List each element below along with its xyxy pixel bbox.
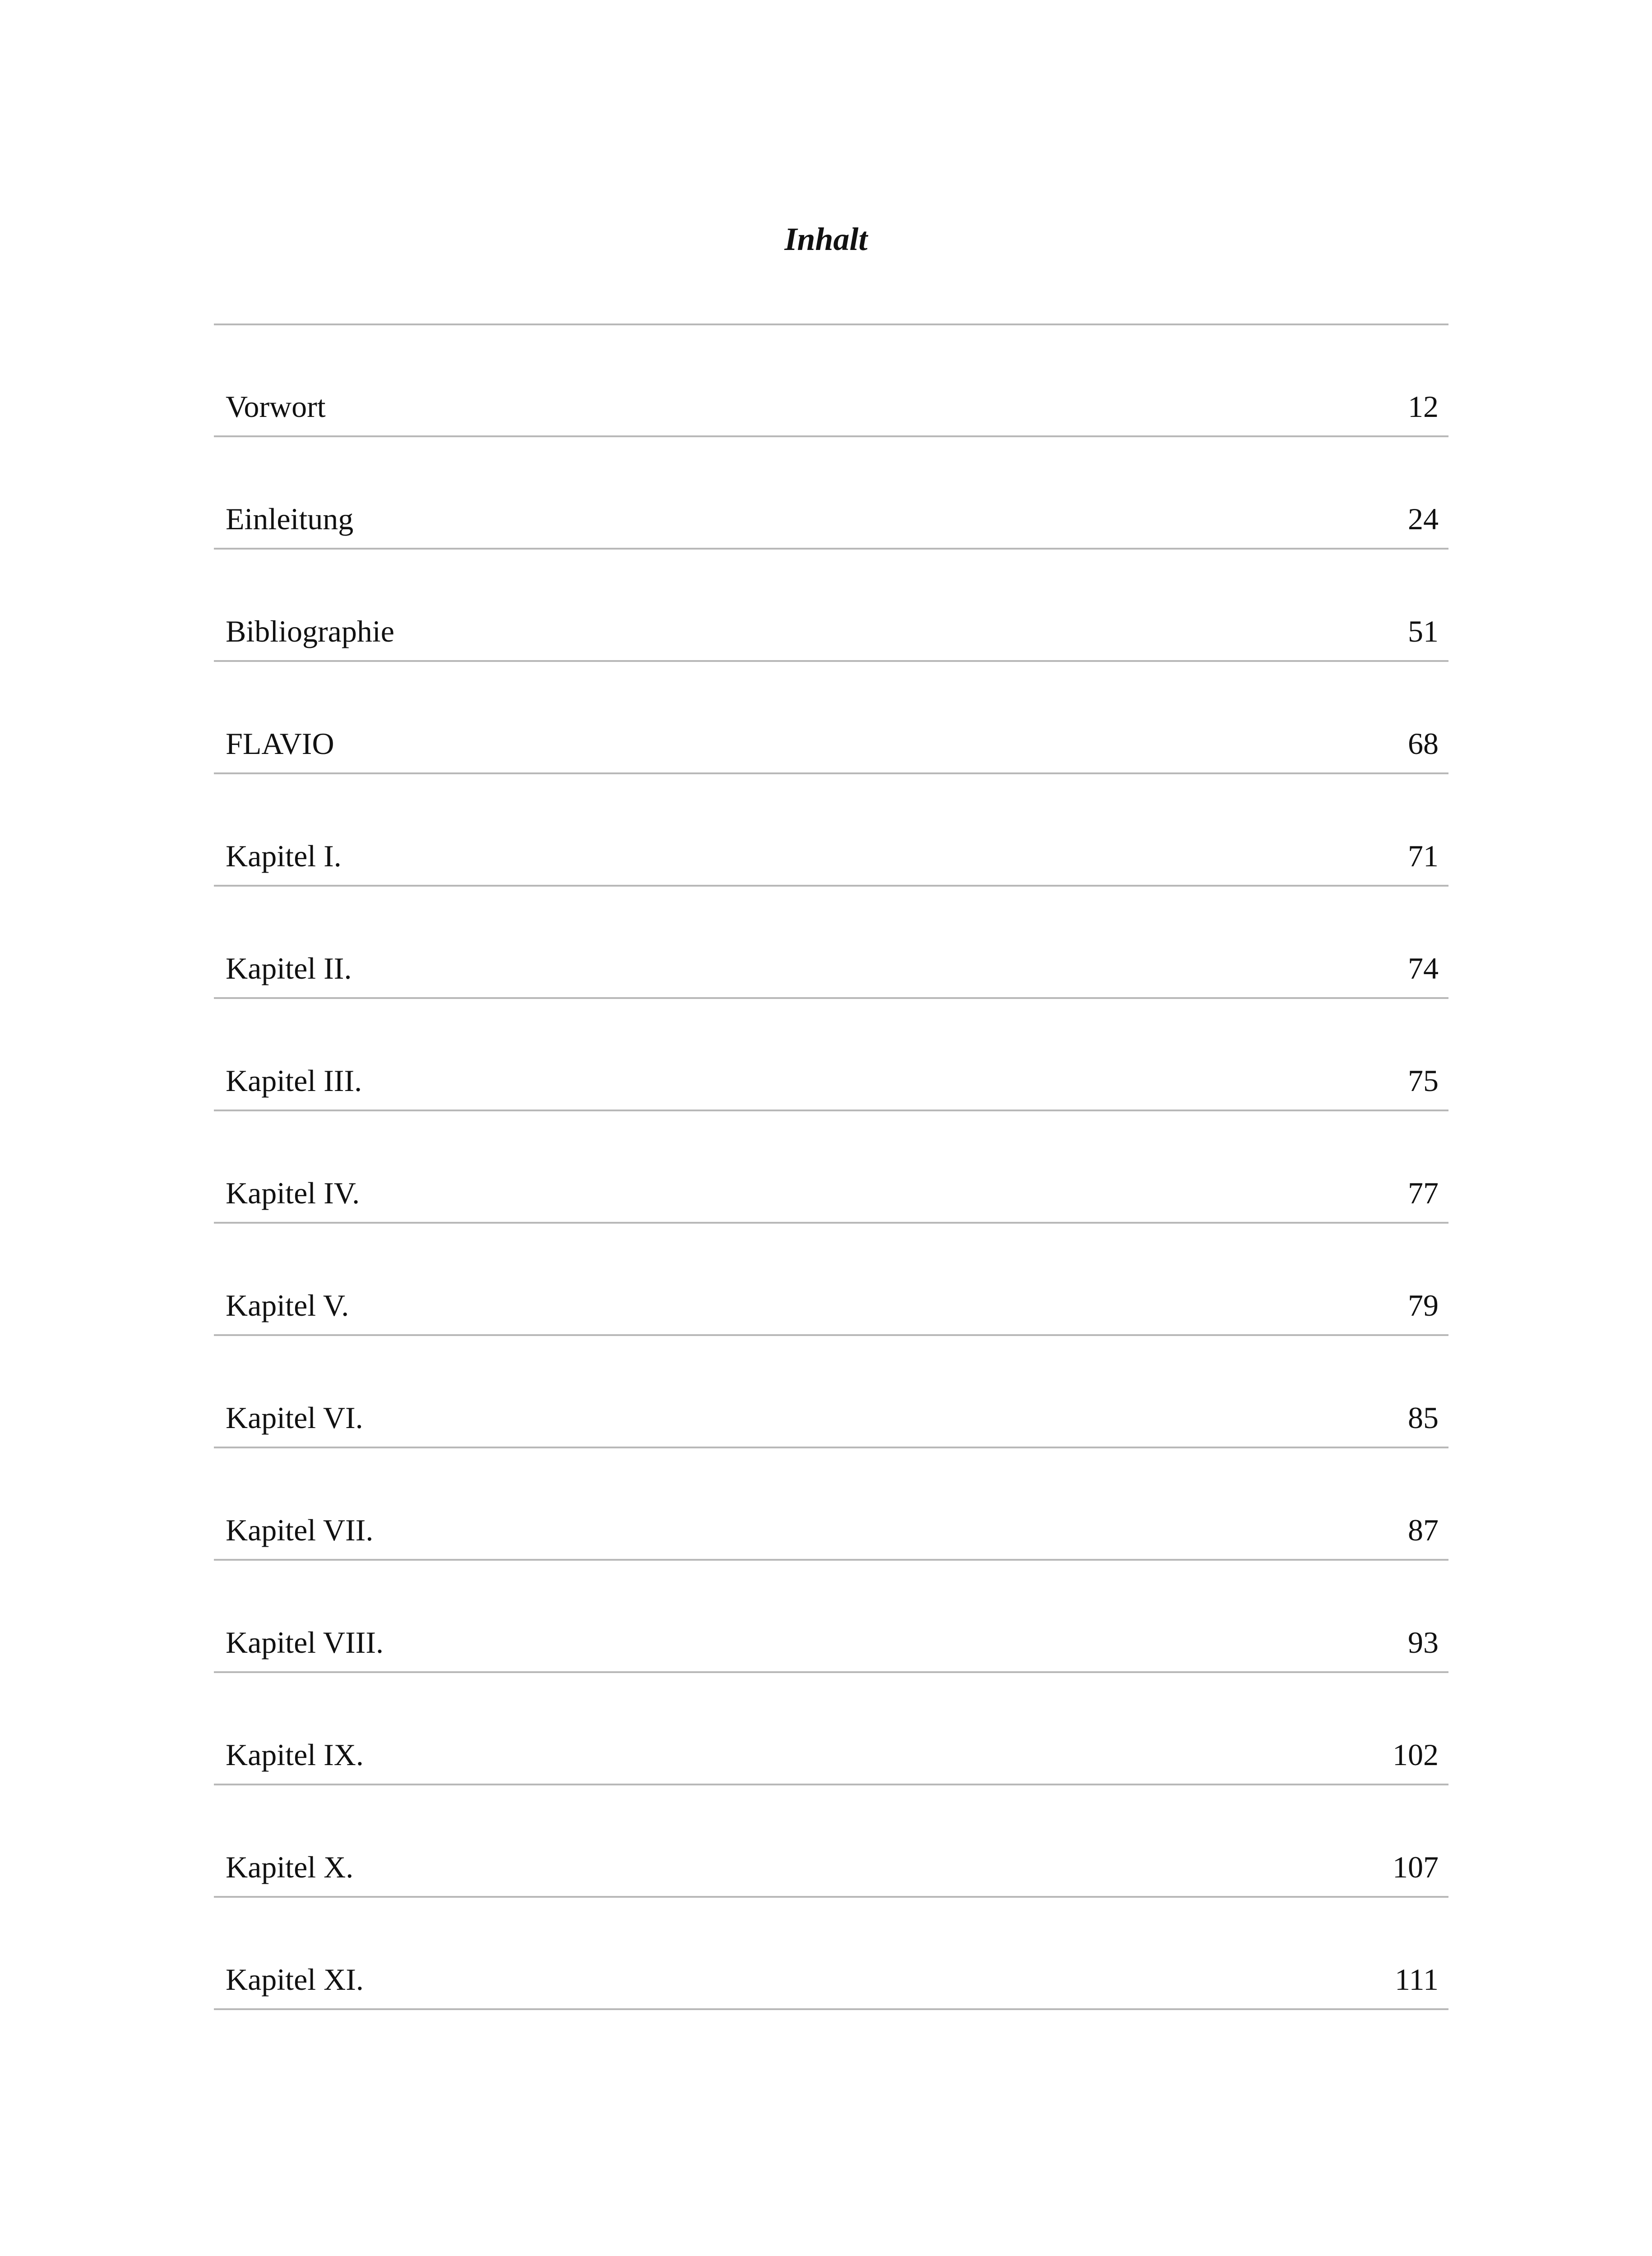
toc-entry-label: Kapitel VIII. — [226, 1625, 384, 1660]
toc-entry[interactable] — [214, 774, 1448, 887]
toc-entry[interactable] — [214, 1898, 1448, 2010]
toc-entry-label: Kapitel IX. — [226, 1738, 364, 1772]
toc-entry-label: Kapitel VII. — [226, 1513, 374, 1547]
toc-entry-label: Bibliographie — [226, 614, 394, 648]
toc-entry-label: Kapitel I. — [226, 839, 342, 873]
toc-entry-page-number: 71 — [1408, 839, 1439, 873]
toc-entry-label: Kapitel II. — [226, 951, 352, 985]
toc-entry[interactable] — [214, 1785, 1448, 1898]
toc-entry[interactable] — [214, 550, 1448, 662]
toc-entry-label: FLAVIO — [226, 726, 334, 761]
toc-entry[interactable] — [214, 1448, 1448, 1561]
toc-entry-page-number: 102 — [1393, 1738, 1439, 1772]
toc-entry-page-number: 87 — [1408, 1513, 1439, 1547]
toc-entry-label: Kapitel X. — [226, 1850, 354, 1884]
toc-entry-page-number: 111 — [1395, 1962, 1439, 1997]
toc-entry-page-number: 93 — [1408, 1625, 1439, 1660]
toc-entry[interactable] — [214, 1561, 1448, 1673]
toc-entry-page-number: 77 — [1408, 1176, 1439, 1210]
toc-entry-page-number: 75 — [1408, 1063, 1439, 1098]
toc-entry-label: Vorwort — [226, 389, 326, 424]
toc-entry-label: Kapitel XI. — [226, 1962, 364, 1997]
toc-entry[interactable] — [214, 1336, 1448, 1448]
page-title: Inhalt — [784, 221, 868, 257]
toc-entry-page-number: 12 — [1408, 389, 1439, 424]
toc-entry[interactable] — [214, 662, 1448, 774]
toc-entry-label: Kapitel VI. — [226, 1401, 363, 1435]
toc-entry[interactable] — [214, 1224, 1448, 1336]
toc-entry-page-number: 68 — [1408, 726, 1439, 761]
toc-entry-page-number: 51 — [1408, 614, 1439, 648]
toc-entry[interactable] — [214, 1673, 1448, 1785]
toc-entry-page-number: 74 — [1408, 951, 1439, 985]
toc-entry-label: Kapitel V. — [226, 1288, 349, 1322]
toc-entry[interactable] — [214, 437, 1448, 550]
toc-entry-label: Kapitel IV. — [226, 1176, 360, 1210]
toc-entry-label: Einleitung — [226, 502, 354, 536]
toc-entry-page-number: 107 — [1393, 1850, 1439, 1884]
toc-entry-page-number: 79 — [1408, 1288, 1439, 1322]
toc-entry-label: Kapitel III. — [226, 1063, 362, 1098]
toc-entry[interactable] — [214, 887, 1448, 999]
toc-entry[interactable] — [214, 999, 1448, 1111]
toc-entry[interactable] — [214, 325, 1448, 437]
toc-entry[interactable] — [214, 1111, 1448, 1224]
toc-entry-page-number: 24 — [1408, 502, 1439, 536]
table-of-contents — [214, 325, 1448, 2010]
toc-entry-page-number: 85 — [1408, 1401, 1439, 1435]
